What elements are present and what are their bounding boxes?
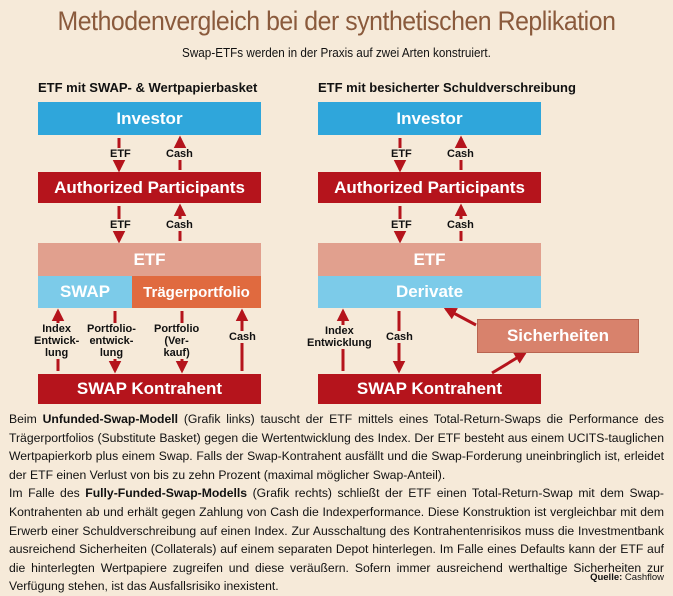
left-swap-box: SWAP <box>38 276 132 308</box>
right-flow2-cash-label: Cash <box>447 219 474 231</box>
paragraph-1 <box>9 410 664 484</box>
right-index-label: Index Entwicklung <box>307 325 372 349</box>
left-traegerportfolio-box: Trägerportfolio <box>132 276 261 308</box>
p2-post: (Grafik rechts) schließt der ETF einen Total-Return-Swap mit dem Swap-Kontrahenten ab und erhält gegen Zahlung von Cash die Indexperformance. Diese Konstruktion ist vergleichbar mit dem Erwerb einer Schuldverschreibung auf einen Index. Zur Ausschaltung des Kontrahentenrisikos muss die Investmentbank ausreichend Sicherheiten (Collaterals) auf einem separaten Depot hinterlegen. Im Falle eines Defaults kann der ETF auf die hinterlegten Wertpapiere zugreifen und diese veräußern. Sofern immer ausreichend werthaltige Sicherheiten zur Verfügung stehen, ist das Ausfallsrisiko inexistent. <box>9 486 664 594</box>
left-investor-box: Investor <box>38 102 261 135</box>
left-flow1-etf-label: ETF <box>110 148 131 160</box>
right-heading: ETF mit besicherter Schuldverschreibung <box>318 80 576 95</box>
right-etf-box: ETF <box>318 243 541 276</box>
source-label: Quelle: <box>590 572 623 583</box>
p2-pre: Im Falle des <box>9 486 86 501</box>
sicherheiten-box: Sicherheiten <box>477 319 639 353</box>
left-flow1-cash-label: Cash <box>166 148 193 160</box>
paragraph-2 <box>9 484 664 596</box>
left-ap-box: Authorized Participants <box>38 172 261 203</box>
right-cash-label: Cash <box>386 331 413 343</box>
kontrahent-to-sicherheiten-arrow <box>492 353 525 373</box>
left-kontrahent-box: SWAP Kontrahent <box>38 374 261 404</box>
left-index-label: Index Entwick- lung <box>34 323 80 359</box>
right-kontrahent-box: SWAP Kontrahent <box>318 374 541 404</box>
right-flow1-etf-label: ETF <box>391 148 412 160</box>
left-portfolio-label: Portfolio- entwick- lung <box>87 323 136 359</box>
p1-post: (Grafik links) tauscht der ETF mittels eines Total-Return-Swaps die Performance des Trägerportfolios (Substitute Basket) gegen die Wertentwicklung des Index. Der ETF besteht aus einem UCITS-tauglichen Wertpapierkorb plus einem Swap. Falls der Swap-Kontrahent ausfällt und die Swap-Forderung uneinbringlich ist, erleidet der ETF einen Verlust von bis zu zehn Prozent (maximal möglicher Swap-Anteil). <box>9 412 664 482</box>
right-derivate-box: Derivate <box>318 276 541 308</box>
right-ap-box: Authorized Participants <box>318 172 541 203</box>
right-flow1-cash-label: Cash <box>447 148 474 160</box>
p1-bold: Unfunded-Swap-Modell <box>42 412 179 426</box>
p2-bold: Fully-Funded-Swap-Modells <box>85 486 248 501</box>
left-etf-box: ETF <box>38 243 261 276</box>
left-flow2-etf-label: ETF <box>110 219 131 231</box>
source-note <box>590 572 664 583</box>
left-flow2-cash-label: Cash <box>166 219 193 231</box>
p1-pre: Beim <box>9 412 43 426</box>
left-heading: ETF mit SWAP- & Wertpapierbasket <box>38 80 258 95</box>
source-value: Cashflow <box>624 572 664 583</box>
left-cash-label: Cash <box>229 331 256 343</box>
sicherheiten-to-derivate-arrow <box>446 309 476 325</box>
page-title: Methodenvergleich bei der synthetischen Replikation <box>57 6 616 36</box>
left-verkauf-label: Portfolio (Ver- kauf) <box>154 323 200 359</box>
page-subtitle: Swap-ETFs werden in der Praxis auf zwei Arten konstruiert. <box>182 45 491 60</box>
right-flow2-etf-label: ETF <box>391 219 412 231</box>
right-investor-box: Investor <box>318 102 541 135</box>
body-text <box>9 410 664 596</box>
